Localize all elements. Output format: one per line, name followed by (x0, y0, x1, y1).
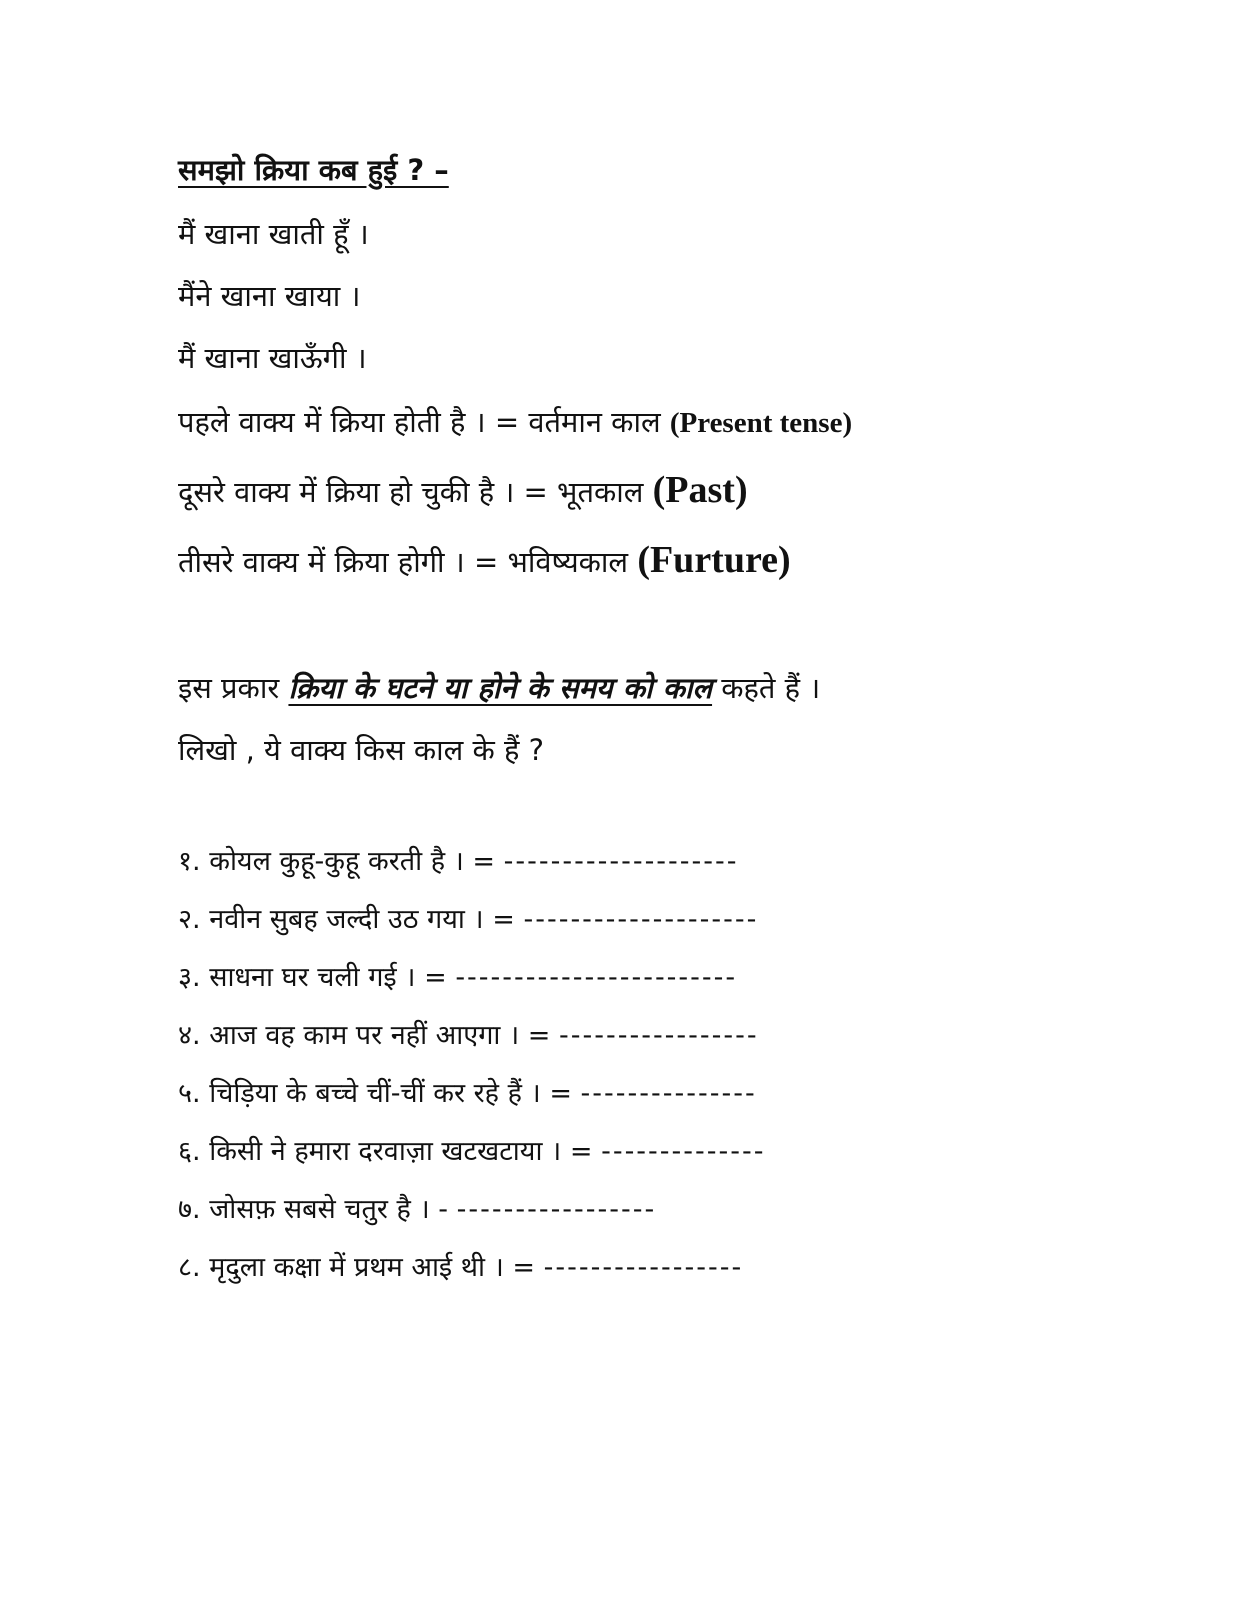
question-text: ५. चिड़िया के बच्चे चीं-चीं कर रहे हैं । = (178, 1078, 572, 1109)
question-item (178, 842, 739, 882)
question-item (178, 1248, 743, 1288)
tense-english-future: (Furture) (637, 539, 791, 581)
definition-prefix: इस प्रकार (178, 671, 280, 705)
tense-english-present: (Present tense) (669, 407, 853, 439)
example-sentence-1: मैं खाना खाती हूँ । (178, 217, 369, 251)
tense-line-past (178, 470, 748, 512)
question-item (178, 1190, 656, 1230)
answer-blank[interactable]: -------------------- (523, 904, 759, 935)
question-item (178, 958, 737, 998)
question-item (178, 1132, 765, 1172)
question-text: ४. आज वह काम पर नहीं आएगा । = (178, 1020, 551, 1051)
example-sentence-2: मैंने खाना खाया । (178, 279, 361, 313)
answer-blank[interactable]: -------------------- (503, 846, 739, 877)
question-item (178, 900, 758, 940)
question-item (178, 1016, 759, 1056)
tense-line-present (178, 402, 852, 443)
question-text: ३. साधना घर चली गई । = (178, 962, 447, 993)
answer-blank[interactable]: --------------- (580, 1078, 757, 1109)
tense-hindi-present: पहले वाक्य में क्रिया होती है । = वर्तमान काल (178, 405, 661, 439)
tense-line-future (178, 540, 791, 582)
answer-blank[interactable]: ----------------- (456, 1194, 657, 1225)
definition-suffix: कहते हैं । (721, 671, 821, 705)
question-text: २. नवीन सुबह जल्दी उठ गया । = (178, 904, 515, 935)
definition-emphasis: क्रिया के घटने या होने के समय को काल (288, 671, 713, 705)
question-text: ८. मृदुला कक्षा में प्रथम आई थी । = (178, 1252, 536, 1283)
tense-english-past: (Past) (652, 469, 748, 511)
question-text: ६. किसी ने हमारा दरवाज़ा खटखटाया । = (178, 1136, 593, 1167)
example-sentence-3: मैं खाना खाऊँगी । (178, 341, 367, 375)
question-item (178, 1074, 757, 1114)
worksheet-title: समझो क्रिया कब हुई ? – (178, 153, 449, 187)
answer-blank[interactable]: ----------------- (559, 1020, 759, 1051)
answer-blank[interactable]: ----------------- (543, 1252, 744, 1283)
definition-line (178, 668, 820, 708)
answer-blank[interactable]: ------------------------ (455, 962, 738, 993)
question-text: ७. जोसफ़ सबसे चतुर है । - (178, 1194, 449, 1225)
tense-hindi-past: दूसरे वाक्य में क्रिया हो चुकी है । = भूतकाल (178, 475, 644, 509)
tense-hindi-future: तीसरे वाक्य में क्रिया होगी । = भविष्यकाल (178, 545, 629, 579)
question-text: १. कोयल कुहू-कुहू करती है । = (178, 846, 496, 877)
answer-blank[interactable]: -------------- (601, 1136, 766, 1167)
instruction: लिखो , ये वाक्य किस काल के हैं ? (178, 733, 545, 767)
